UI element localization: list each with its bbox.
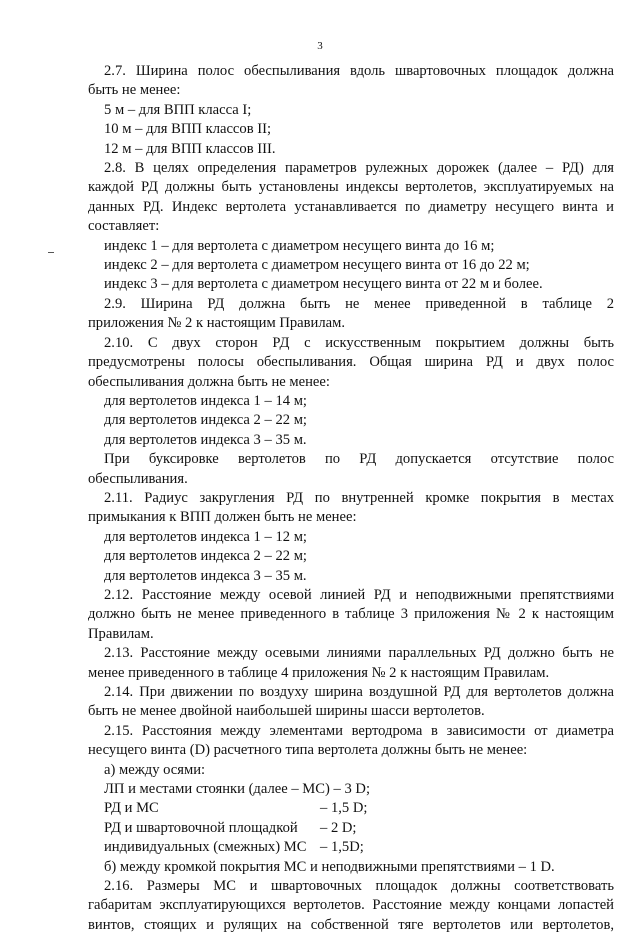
distance-row-value: – 1,5D; [320, 839, 364, 856]
clause-2-11-line-2: примыкания к ВПП должен быть не менее: [88, 509, 357, 526]
list-item: индекс 1 – для вертолета с диаметром несущего винта до 16 м; [104, 237, 495, 254]
list-item: 10 м – для ВПП классов II; [104, 121, 272, 138]
clause-2-15-line-2: несущего винта (D) расчетного типа вертолета должны быть не менее: [88, 742, 528, 759]
clause-2-15-line-1: 2.15. Расстояния между элементами вертодрома в зависимости от диаметра [104, 722, 614, 739]
clause-2-7-line-2: быть не менее: [88, 82, 181, 99]
clause-2-10-line-1: 2.10. С двух сторон РД с искусственным покрытием должны быть [104, 334, 614, 351]
clause-2-12-line-2: должно быть не менее приведенного в таблице 3 приложения № 2 к настоящим [88, 606, 614, 623]
clause-2-16-line-1: 2.16. Размеры МС и швартовочных площадок должны соответствовать [104, 878, 614, 895]
list-item: для вертолетов индекса 1 – 14 м; [104, 392, 307, 409]
clause-2-10-line-3: обеспыливания должна быть не менее: [88, 373, 330, 390]
clause-2-16-line-3: винтов, стоящих и рулящих на собственной тяге вертолетов или вертолетов, [88, 916, 614, 933]
distance-row-value: – 1,5 D; [320, 800, 368, 817]
distance-row [88, 838, 614, 857]
list-item: для вертолетов индекса 3 – 35 м. [104, 431, 307, 448]
distance-row-label: РД и швартовочной площадкой [104, 819, 298, 836]
clause-2-13-line-2: менее приведенного в таблице 4 приложения № 2 к настоящим Правилам. [88, 664, 550, 681]
distance-row-value: – 2 D; [320, 819, 357, 836]
clause-2-10-line-2: предусмотрены полосы обеспыливания. Общая ширина РД и двух полос [88, 354, 614, 371]
list-item: 5 м – для ВПП класса I; [104, 101, 252, 118]
clause-2-8-line-3: данных РД. Индекс вертолета устанавливается по диаметру несущего винта и [88, 198, 614, 215]
scan-mark [48, 252, 54, 253]
clause-2-12-line-1: 2.12. Расстояние между осевой линией РД и неподвижными препятствиями [104, 586, 614, 603]
distance-row-label: индивидуальных (смежных) МС [104, 839, 307, 856]
list-item: для вертолетов индекса 2 – 22 м; [104, 412, 307, 429]
list-item: б) между кромкой покрытия МС и неподвижными препятствиями – 1 D. [104, 858, 555, 875]
clause-2-9-line-1: 2.9. Ширина РД должна быть не менее приведенной в таблице 2 [104, 295, 614, 312]
clause-2-12-line-3: Правилам. [88, 625, 154, 642]
page-number: 3 [317, 40, 323, 52]
distance-row-label: РД и МС [104, 800, 159, 817]
clause-2-10-note-line-1: При буксировке вертолетов по РД допускается отсутствие полос [104, 451, 614, 468]
clause-2-8-line-2: каждой РД должны быть установлены индексы вертолетов, эксплуатируемых на [88, 179, 614, 196]
clause-2-10-note-line-2: обеспыливания. [88, 470, 188, 487]
clause-2-16-line-2: габаритам эксплуатирующихся вертолетов. Расстояние между концами лопастей [88, 897, 614, 914]
distance-row [88, 819, 614, 838]
list-item: ЛП и местами стоянки (далее – МС) – 3 D; [104, 781, 371, 798]
clause-2-8-line-1: 2.8. В целях определения параметров рулежных дорожек (далее – РД) для [104, 160, 614, 177]
list-item: индекс 3 – для вертолета с диаметром несущего винта от 22 м и более. [104, 276, 543, 293]
distance-row [88, 799, 614, 818]
document-body [88, 62, 614, 935]
clause-2-13-line-1: 2.13. Расстояние между осевыми линиями параллельных РД должно быть не [104, 645, 614, 662]
clause-2-14-line-2: быть не менее двойной наибольшей ширины шасси вертолетов. [88, 703, 485, 720]
list-item: индекс 2 – для вертолета с диаметром несущего винта от 16 до 22 м; [104, 257, 530, 274]
list-item: для вертолетов индекса 1 – 12 м; [104, 528, 307, 545]
list-item: 12 м – для ВПП классов III. [104, 140, 276, 157]
clause-2-7-line-1: 2.7. Ширина полос обеспыливания вдоль швартовочных площадок должна [104, 63, 614, 79]
clause-2-9-line-2: приложения № 2 к настоящим Правилам. [88, 315, 346, 332]
list-item: а) между осями: [104, 761, 206, 778]
clause-2-11-line-1: 2.11. Радиус закругления РД по внутренней кромке покрытия в местах [104, 489, 614, 506]
clause-2-8-line-4: составляет: [88, 218, 160, 235]
clause-2-14-line-1: 2.14. При движении по воздуху ширина воздушной РД для вертолетов должна [104, 684, 614, 700]
list-item: для вертолетов индекса 3 – 35 м. [104, 567, 307, 584]
list-item: для вертолетов индекса 2 – 22 м; [104, 548, 307, 565]
